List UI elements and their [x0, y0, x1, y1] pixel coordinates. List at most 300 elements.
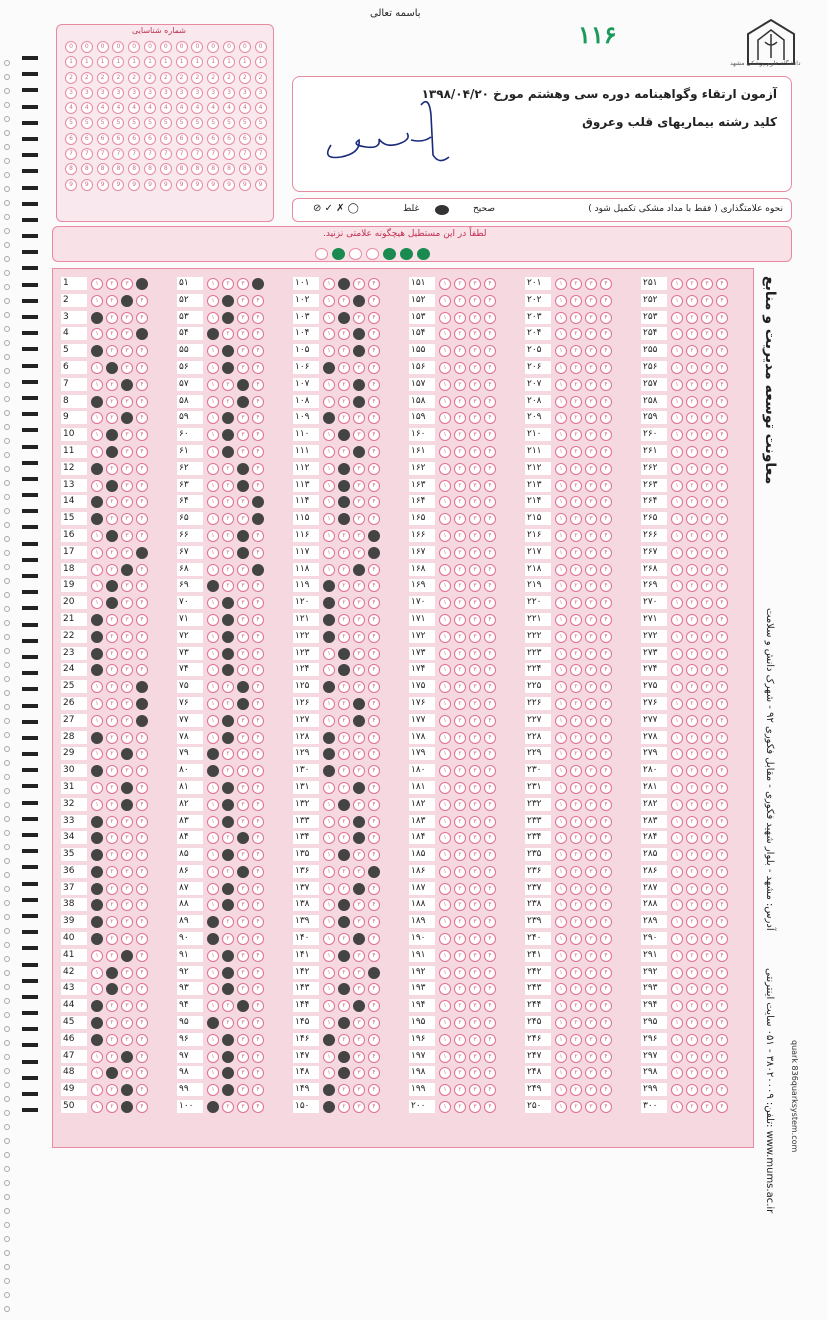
answer-bubble[interactable]: ۳: [121, 631, 133, 643]
answer-bubble[interactable]: ۴: [716, 1017, 728, 1029]
answer-bubble[interactable]: ۲: [106, 816, 118, 828]
answer-bubble[interactable]: ۳: [353, 950, 365, 962]
answer-bubble[interactable]: ۱: [207, 1017, 219, 1029]
answer-bubble[interactable]: ۲: [106, 295, 118, 307]
answer-bubble[interactable]: ۴: [716, 328, 728, 340]
answer-bubble[interactable]: ۳: [121, 530, 133, 542]
answer-bubble[interactable]: ۴: [484, 631, 496, 643]
answer-bubble[interactable]: ۳: [701, 883, 713, 895]
answer-bubble[interactable]: ۴: [600, 597, 612, 609]
answer-bubble[interactable]: ۴: [600, 698, 612, 710]
answer-bubble[interactable]: ۱: [671, 866, 683, 878]
answer-bubble[interactable]: ۴: [716, 312, 728, 324]
answer-bubble[interactable]: ۲: [454, 849, 466, 861]
id-bubble[interactable]: 7: [65, 148, 77, 160]
answer-bubble[interactable]: ۲: [222, 1084, 234, 1096]
answer-bubble[interactable]: ۱: [323, 463, 335, 475]
answer-bubble[interactable]: ۲: [222, 950, 234, 962]
answer-bubble[interactable]: ۳: [237, 1101, 249, 1113]
answer-bubble[interactable]: ۴: [252, 295, 264, 307]
answer-bubble[interactable]: ۱: [555, 396, 567, 408]
answer-bubble[interactable]: ۳: [121, 362, 133, 374]
answer-bubble[interactable]: ۱: [91, 765, 103, 777]
id-bubble[interactable]: 8: [65, 163, 77, 175]
answer-bubble[interactable]: ۲: [222, 463, 234, 475]
answer-bubble[interactable]: ۳: [585, 933, 597, 945]
answer-bubble[interactable]: ۲: [222, 312, 234, 324]
answer-bubble[interactable]: ۱: [323, 580, 335, 592]
answer-bubble[interactable]: ۴: [136, 849, 148, 861]
id-bubble[interactable]: 2: [255, 72, 267, 84]
id-bubble[interactable]: 6: [160, 133, 172, 145]
id-bubble[interactable]: 8: [144, 163, 156, 175]
answer-bubble[interactable]: ۲: [686, 412, 698, 424]
answer-bubble[interactable]: ۱: [439, 664, 451, 676]
answer-bubble[interactable]: ۴: [252, 765, 264, 777]
answer-bubble[interactable]: ۲: [222, 513, 234, 525]
answer-bubble[interactable]: ۴: [716, 295, 728, 307]
answer-bubble[interactable]: ۱: [671, 849, 683, 861]
answer-bubble[interactable]: ۲: [686, 396, 698, 408]
answer-bubble[interactable]: ۲: [106, 412, 118, 424]
answer-bubble[interactable]: ۳: [585, 849, 597, 861]
answer-bubble[interactable]: ۴: [600, 496, 612, 508]
answer-bubble[interactable]: ۱: [207, 933, 219, 945]
answer-bubble[interactable]: ۲: [570, 1084, 582, 1096]
answer-bubble[interactable]: ۲: [222, 765, 234, 777]
answer-bubble[interactable]: ۲: [106, 765, 118, 777]
id-bubble[interactable]: 3: [65, 87, 77, 99]
id-bubble[interactable]: 4: [65, 102, 77, 114]
answer-bubble[interactable]: ۱: [323, 916, 335, 928]
answer-bubble[interactable]: ۳: [121, 295, 133, 307]
answer-bubble[interactable]: ۳: [353, 899, 365, 911]
answer-bubble[interactable]: ۳: [121, 698, 133, 710]
answer-bubble[interactable]: ۳: [353, 496, 365, 508]
answer-bubble[interactable]: ۳: [701, 530, 713, 542]
answer-bubble[interactable]: ۳: [701, 446, 713, 458]
answer-bubble[interactable]: ۲: [106, 748, 118, 760]
answer-bubble[interactable]: ۴: [252, 530, 264, 542]
answer-bubble[interactable]: ۴: [600, 513, 612, 525]
answer-bubble[interactable]: ۳: [121, 648, 133, 660]
answer-bubble[interactable]: ۳: [701, 664, 713, 676]
answer-bubble[interactable]: ۲: [570, 446, 582, 458]
answer-bubble[interactable]: ۴: [368, 429, 380, 441]
answer-bubble[interactable]: ۱: [323, 1067, 335, 1079]
answer-bubble[interactable]: ۲: [338, 412, 350, 424]
answer-bubble[interactable]: ۳: [701, 648, 713, 660]
answer-bubble[interactable]: ۱: [555, 480, 567, 492]
answer-bubble[interactable]: ۱: [671, 664, 683, 676]
answer-bubble[interactable]: ۱: [91, 782, 103, 794]
answer-bubble[interactable]: ۴: [368, 950, 380, 962]
answer-bubble[interactable]: ۲: [454, 698, 466, 710]
answer-bubble[interactable]: ۱: [91, 1051, 103, 1063]
answer-bubble[interactable]: ۴: [484, 597, 496, 609]
answer-bubble[interactable]: ۳: [701, 816, 713, 828]
answer-bubble[interactable]: ۱: [555, 547, 567, 559]
answer-bubble[interactable]: ۳: [121, 446, 133, 458]
answer-bubble[interactable]: ۱: [555, 530, 567, 542]
answer-bubble[interactable]: ۱: [207, 715, 219, 727]
answer-bubble[interactable]: ۳: [237, 295, 249, 307]
answer-bubble[interactable]: ۴: [136, 933, 148, 945]
answer-bubble[interactable]: ۴: [136, 832, 148, 844]
answer-bubble[interactable]: ۴: [368, 681, 380, 693]
answer-bubble[interactable]: ۱: [91, 614, 103, 626]
id-bubble[interactable]: 2: [97, 72, 109, 84]
answer-bubble[interactable]: ۲: [454, 782, 466, 794]
answer-bubble[interactable]: ۲: [106, 715, 118, 727]
answer-bubble[interactable]: ۲: [222, 1000, 234, 1012]
answer-bubble[interactable]: ۲: [106, 832, 118, 844]
answer-bubble[interactable]: ۲: [686, 866, 698, 878]
answer-bubble[interactable]: ۳: [353, 564, 365, 576]
answer-bubble[interactable]: ۲: [222, 782, 234, 794]
answer-bubble[interactable]: ۱: [91, 480, 103, 492]
answer-bubble[interactable]: ۴: [368, 748, 380, 760]
answer-bubble[interactable]: ۳: [353, 715, 365, 727]
answer-bubble[interactable]: ۳: [237, 362, 249, 374]
answer-bubble[interactable]: ۴: [716, 345, 728, 357]
id-bubble[interactable]: 3: [128, 87, 140, 99]
answer-bubble[interactable]: ۲: [338, 849, 350, 861]
answer-bubble[interactable]: ۱: [91, 513, 103, 525]
answer-bubble[interactable]: ۲: [570, 866, 582, 878]
answer-bubble[interactable]: ۴: [368, 580, 380, 592]
answer-bubble[interactable]: ۳: [585, 681, 597, 693]
answer-bubble[interactable]: ۱: [207, 748, 219, 760]
answer-bubble[interactable]: ۳: [585, 564, 597, 576]
answer-bubble[interactable]: ۱: [323, 664, 335, 676]
answer-bubble[interactable]: ۲: [106, 530, 118, 542]
answer-bubble[interactable]: ۲: [570, 799, 582, 811]
answer-bubble[interactable]: ۴: [252, 513, 264, 525]
answer-bubble[interactable]: ۱: [555, 799, 567, 811]
answer-bubble[interactable]: ۳: [469, 816, 481, 828]
answer-bubble[interactable]: ۳: [469, 1051, 481, 1063]
answer-bubble[interactable]: ۴: [484, 463, 496, 475]
answer-bubble[interactable]: ۴: [716, 866, 728, 878]
answer-bubble[interactable]: ۴: [484, 564, 496, 576]
answer-bubble[interactable]: ۳: [701, 463, 713, 475]
answer-bubble[interactable]: ۴: [600, 899, 612, 911]
answer-bubble[interactable]: ۳: [585, 983, 597, 995]
answer-bubble[interactable]: ۳: [469, 681, 481, 693]
answer-bubble[interactable]: ۴: [252, 1101, 264, 1113]
answer-bubble[interactable]: ۲: [338, 983, 350, 995]
answer-bubble[interactable]: ۲: [570, 883, 582, 895]
answer-bubble[interactable]: ۱: [91, 496, 103, 508]
answer-bubble[interactable]: ۱: [555, 1084, 567, 1096]
answer-bubble[interactable]: ۴: [600, 278, 612, 290]
answer-bubble[interactable]: ۲: [570, 732, 582, 744]
answer-bubble[interactable]: ۲: [106, 899, 118, 911]
answer-bubble[interactable]: ۴: [368, 1017, 380, 1029]
answer-bubble[interactable]: ۴: [136, 681, 148, 693]
answer-bubble[interactable]: ۱: [671, 429, 683, 441]
answer-bubble[interactable]: ۳: [237, 664, 249, 676]
answer-bubble[interactable]: ۲: [338, 362, 350, 374]
answer-bubble[interactable]: ۴: [368, 715, 380, 727]
answer-bubble[interactable]: ۴: [600, 1017, 612, 1029]
answer-bubble[interactable]: ۴: [600, 345, 612, 357]
answer-bubble[interactable]: ۲: [222, 648, 234, 660]
answer-bubble[interactable]: ۴: [252, 899, 264, 911]
answer-bubble[interactable]: ۲: [106, 564, 118, 576]
answer-bubble[interactable]: ۲: [570, 547, 582, 559]
answer-bubble[interactable]: ۳: [237, 950, 249, 962]
answer-bubble[interactable]: ۴: [716, 967, 728, 979]
answer-bubble[interactable]: ۳: [353, 345, 365, 357]
answer-bubble[interactable]: ۲: [454, 950, 466, 962]
answer-bubble[interactable]: ۱: [91, 362, 103, 374]
id-bubble[interactable]: 9: [128, 179, 140, 191]
answer-bubble[interactable]: ۴: [252, 983, 264, 995]
answer-bubble[interactable]: ۳: [701, 732, 713, 744]
answer-bubble[interactable]: ۴: [600, 832, 612, 844]
answer-bubble[interactable]: ۲: [106, 496, 118, 508]
answer-bubble[interactable]: ۱: [671, 765, 683, 777]
answer-bubble[interactable]: ۲: [106, 883, 118, 895]
answer-bubble[interactable]: ۴: [600, 950, 612, 962]
answer-bubble[interactable]: ۱: [555, 782, 567, 794]
answer-bubble[interactable]: ۱: [671, 1084, 683, 1096]
id-bubble[interactable]: 5: [239, 117, 251, 129]
id-bubble[interactable]: 7: [207, 148, 219, 160]
answer-bubble[interactable]: ۳: [701, 345, 713, 357]
answer-bubble[interactable]: ۲: [570, 933, 582, 945]
answer-bubble[interactable]: ۴: [484, 732, 496, 744]
answer-bubble[interactable]: ۲: [570, 1101, 582, 1113]
answer-bubble[interactable]: ۴: [600, 1067, 612, 1079]
answer-bubble[interactable]: ۴: [600, 933, 612, 945]
answer-bubble[interactable]: ۴: [600, 564, 612, 576]
answer-bubble[interactable]: ۲: [222, 899, 234, 911]
answer-bubble[interactable]: ۴: [136, 1101, 148, 1113]
answer-bubble[interactable]: ۳: [353, 480, 365, 492]
answer-bubble[interactable]: ۱: [671, 580, 683, 592]
answer-bubble[interactable]: ۳: [121, 614, 133, 626]
answer-bubble[interactable]: ۴: [368, 782, 380, 794]
answer-bubble[interactable]: ۴: [484, 933, 496, 945]
answer-bubble[interactable]: ۳: [237, 1034, 249, 1046]
answer-bubble[interactable]: ۳: [121, 1084, 133, 1096]
answer-bubble[interactable]: ۳: [469, 832, 481, 844]
answer-bubble[interactable]: ۲: [454, 513, 466, 525]
answer-bubble[interactable]: ۴: [600, 328, 612, 340]
id-bubble[interactable]: 0: [112, 41, 124, 53]
answer-bubble[interactable]: ۲: [686, 1017, 698, 1029]
answer-bubble[interactable]: ۴: [136, 916, 148, 928]
id-bubble[interactable]: 4: [191, 102, 203, 114]
answer-bubble[interactable]: ۳: [353, 362, 365, 374]
answer-bubble[interactable]: ۴: [484, 312, 496, 324]
answer-bubble[interactable]: ۳: [469, 312, 481, 324]
answer-bubble[interactable]: ۱: [555, 1101, 567, 1113]
answer-bubble[interactable]: ۲: [454, 480, 466, 492]
answer-bubble[interactable]: ۱: [671, 597, 683, 609]
answer-bubble[interactable]: ۱: [555, 580, 567, 592]
answer-bubble[interactable]: ۱: [207, 1051, 219, 1063]
answer-bubble[interactable]: ۱: [91, 547, 103, 559]
answer-bubble[interactable]: ۴: [484, 883, 496, 895]
answer-bubble[interactable]: ۳: [469, 597, 481, 609]
answer-bubble[interactable]: ۱: [91, 816, 103, 828]
answer-bubble[interactable]: ۴: [252, 849, 264, 861]
answer-bubble[interactable]: ۲: [106, 362, 118, 374]
answer-bubble[interactable]: ۱: [91, 967, 103, 979]
answer-bubble[interactable]: ۴: [484, 983, 496, 995]
answer-bubble[interactable]: ۴: [136, 799, 148, 811]
answer-bubble[interactable]: ۱: [671, 496, 683, 508]
id-bubble[interactable]: 0: [239, 41, 251, 53]
answer-bubble[interactable]: ۱: [439, 580, 451, 592]
answer-bubble[interactable]: ۳: [121, 799, 133, 811]
id-bubble[interactable]: 5: [81, 117, 93, 129]
id-bubble[interactable]: 9: [255, 179, 267, 191]
answer-bubble[interactable]: ۴: [252, 681, 264, 693]
answer-bubble[interactable]: ۴: [484, 967, 496, 979]
answer-bubble[interactable]: ۳: [121, 832, 133, 844]
answer-bubble[interactable]: ۲: [454, 1000, 466, 1012]
answer-bubble[interactable]: ۳: [353, 631, 365, 643]
answer-bubble[interactable]: ۴: [484, 412, 496, 424]
answer-bubble[interactable]: ۳: [469, 933, 481, 945]
id-bubble[interactable]: 7: [81, 148, 93, 160]
answer-bubble[interactable]: ۴: [368, 295, 380, 307]
answer-bubble[interactable]: ۳: [469, 899, 481, 911]
answer-bubble[interactable]: ۳: [121, 547, 133, 559]
answer-bubble[interactable]: ۳: [469, 564, 481, 576]
answer-bubble[interactable]: ۴: [368, 1000, 380, 1012]
answer-bubble[interactable]: ۴: [252, 412, 264, 424]
answer-bubble[interactable]: ۱: [671, 698, 683, 710]
answer-bubble[interactable]: ۴: [368, 496, 380, 508]
answer-bubble[interactable]: ۱: [555, 429, 567, 441]
answer-bubble[interactable]: ۲: [454, 463, 466, 475]
answer-bubble[interactable]: ۱: [207, 379, 219, 391]
answer-bubble[interactable]: ۳: [701, 513, 713, 525]
answer-bubble[interactable]: ۳: [353, 933, 365, 945]
answer-bubble[interactable]: ۲: [222, 396, 234, 408]
answer-bubble[interactable]: ۳: [353, 530, 365, 542]
answer-bubble[interactable]: ۱: [207, 681, 219, 693]
answer-bubble[interactable]: ۲: [222, 614, 234, 626]
answer-bubble[interactable]: ۳: [469, 1101, 481, 1113]
answer-bubble[interactable]: ۲: [338, 564, 350, 576]
answer-bubble[interactable]: ۳: [469, 1067, 481, 1079]
id-bubble[interactable]: 1: [239, 56, 251, 68]
answer-bubble[interactable]: ۳: [585, 799, 597, 811]
answer-bubble[interactable]: ۴: [600, 396, 612, 408]
answer-bubble[interactable]: ۳: [701, 983, 713, 995]
answer-bubble[interactable]: ۴: [484, 362, 496, 374]
answer-bubble[interactable]: ۱: [555, 967, 567, 979]
answer-bubble[interactable]: ۴: [484, 295, 496, 307]
answer-bubble[interactable]: ۴: [252, 664, 264, 676]
answer-bubble[interactable]: ۳: [701, 1017, 713, 1029]
answer-bubble[interactable]: ۲: [338, 1084, 350, 1096]
answer-bubble[interactable]: ۱: [323, 1034, 335, 1046]
answer-bubble[interactable]: ۱: [671, 648, 683, 660]
answer-bubble[interactable]: ۲: [106, 463, 118, 475]
answer-bubble[interactable]: ۴: [136, 983, 148, 995]
answer-bubble[interactable]: ۲: [570, 899, 582, 911]
id-bubble[interactable]: 2: [144, 72, 156, 84]
answer-bubble[interactable]: ۱: [323, 1084, 335, 1096]
answer-bubble[interactable]: ۲: [454, 799, 466, 811]
answer-bubble[interactable]: ۳: [237, 648, 249, 660]
answer-bubble[interactable]: ۱: [439, 950, 451, 962]
answer-bubble[interactable]: ۴: [252, 362, 264, 374]
answer-bubble[interactable]: ۴: [368, 1051, 380, 1063]
answer-bubble[interactable]: ۴: [368, 412, 380, 424]
answer-bubble[interactable]: ۴: [252, 883, 264, 895]
answer-bubble[interactable]: ۴: [252, 345, 264, 357]
answer-bubble[interactable]: ۱: [323, 429, 335, 441]
answer-bubble[interactable]: ۲: [222, 715, 234, 727]
answer-bubble[interactable]: ۱: [555, 664, 567, 676]
id-bubble[interactable]: 1: [144, 56, 156, 68]
answer-bubble[interactable]: ۲: [338, 345, 350, 357]
answer-bubble[interactable]: ۱: [439, 295, 451, 307]
answer-bubble[interactable]: ۲: [106, 950, 118, 962]
answer-bubble[interactable]: ۳: [469, 916, 481, 928]
answer-bubble[interactable]: ۴: [252, 480, 264, 492]
answer-bubble[interactable]: ۱: [323, 530, 335, 542]
answer-bubble[interactable]: ۳: [237, 698, 249, 710]
answer-bubble[interactable]: ۲: [454, 446, 466, 458]
answer-bubble[interactable]: ۴: [136, 1034, 148, 1046]
answer-bubble[interactable]: ۳: [585, 396, 597, 408]
answer-bubble[interactable]: ۳: [237, 967, 249, 979]
answer-bubble[interactable]: ۳: [237, 328, 249, 340]
answer-bubble[interactable]: ۲: [686, 1101, 698, 1113]
answer-bubble[interactable]: ۱: [439, 631, 451, 643]
answer-bubble[interactable]: ۲: [338, 328, 350, 340]
answer-bubble[interactable]: ۱: [439, 1084, 451, 1096]
answer-bubble[interactable]: ۲: [686, 580, 698, 592]
answer-bubble[interactable]: ۳: [237, 866, 249, 878]
answer-bubble[interactable]: ۴: [484, 1051, 496, 1063]
answer-bubble[interactable]: ۳: [701, 748, 713, 760]
id-bubble[interactable]: 7: [191, 148, 203, 160]
answer-bubble[interactable]: ۴: [484, 1084, 496, 1096]
answer-bubble[interactable]: ۴: [716, 429, 728, 441]
id-bubble[interactable]: 1: [160, 56, 172, 68]
answer-bubble[interactable]: ۱: [323, 564, 335, 576]
answer-bubble[interactable]: ۱: [91, 866, 103, 878]
answer-bubble[interactable]: ۴: [368, 849, 380, 861]
id-bubble[interactable]: 0: [128, 41, 140, 53]
answer-bubble[interactable]: ۴: [716, 782, 728, 794]
answer-bubble[interactable]: ۴: [716, 1067, 728, 1079]
answer-bubble[interactable]: ۲: [686, 916, 698, 928]
answer-bubble[interactable]: ۳: [353, 396, 365, 408]
answer-bubble[interactable]: ۱: [323, 396, 335, 408]
answer-bubble[interactable]: ۱: [91, 1017, 103, 1029]
answer-bubble[interactable]: ۱: [207, 278, 219, 290]
answer-bubble[interactable]: ۳: [121, 748, 133, 760]
answer-bubble[interactable]: ۳: [585, 816, 597, 828]
id-bubble[interactable]: 6: [112, 133, 124, 145]
answer-bubble[interactable]: ۴: [600, 967, 612, 979]
answer-bubble[interactable]: ۳: [585, 1067, 597, 1079]
answer-bubble[interactable]: ۱: [91, 463, 103, 475]
answer-bubble[interactable]: ۲: [106, 681, 118, 693]
